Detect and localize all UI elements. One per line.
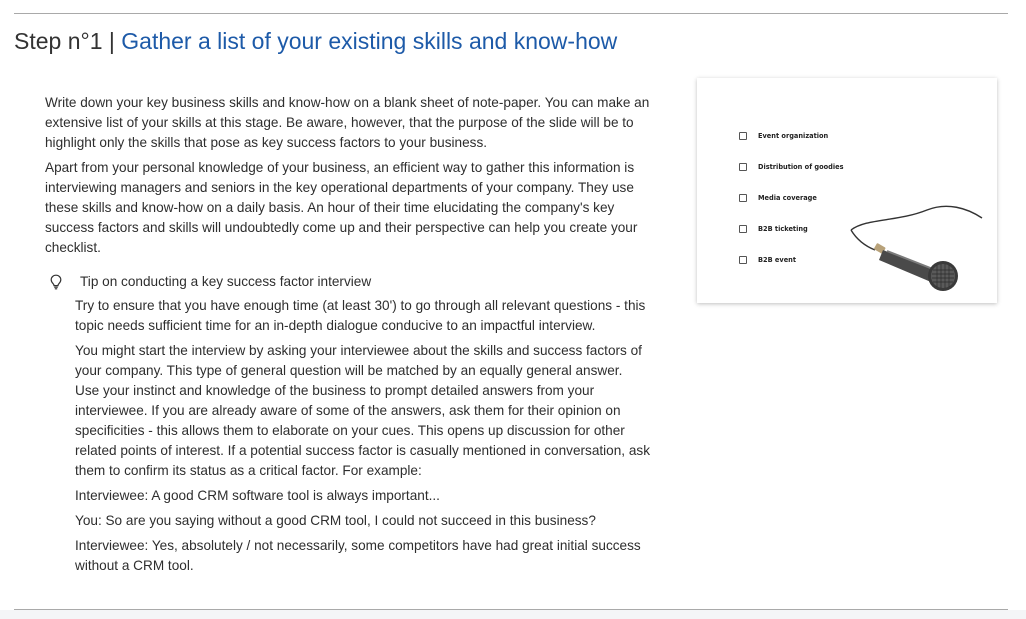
checkbox-icon bbox=[739, 225, 747, 233]
lightbulb-icon bbox=[50, 272, 66, 292]
checkbox-icon bbox=[739, 163, 747, 171]
list-item-label: Event organization bbox=[758, 131, 829, 140]
microphone-icon bbox=[847, 188, 997, 298]
list-item bbox=[739, 120, 844, 151]
list-item bbox=[739, 213, 844, 244]
list-item-label: Distribution of goodies bbox=[758, 162, 844, 171]
tip-body bbox=[75, 296, 650, 576]
checkbox-icon bbox=[739, 256, 747, 264]
step-title: Gather a list of your existing skills and know-how bbox=[121, 28, 618, 54]
checkbox-icon bbox=[739, 132, 747, 140]
list-item-label: B2B ticketing bbox=[758, 224, 808, 233]
intro-paragraph: Apart from your personal knowledge of your business, an efficient way to gather this information is interviewing managers and seniors in the key operational departments of your company. They use these skills and know-how on a daily basis. An hour of their time elucidating the company's key success factors and skills will undoubtedly come up and their perspective can help you create your checklist. bbox=[45, 160, 638, 255]
intro-paragraph: Write down your key business skills and know-how on a blank sheet of note-paper. You can make an extensive list of your skills at this stage. Be aware, however, that the purpose of the slide will be to highlight only the skills that pose as key success factors to your business. bbox=[45, 95, 650, 150]
tip-paragraph: You: So are you saying without a good CRM tool, I could not succeed in this business? bbox=[75, 513, 596, 528]
slide-preview[interactable] bbox=[697, 78, 997, 303]
tip-paragraph: Interviewee: Yes, absolutely / not necessarily, some competitors have had great initial success without a CRM tool. bbox=[75, 538, 641, 573]
tip-section bbox=[45, 272, 650, 581]
list-item-label: Media coverage bbox=[758, 193, 817, 202]
page-title bbox=[14, 26, 617, 56]
tip-paragraph: Interviewee: A good CRM software tool is always important... bbox=[75, 488, 440, 503]
tip-title: Tip on conducting a key success factor interview bbox=[80, 274, 372, 289]
slide-checklist bbox=[739, 120, 844, 275]
intro-text bbox=[45, 93, 650, 263]
list-item bbox=[739, 244, 844, 275]
tip-paragraph: You might start the interview by asking your interviewee about the skills and success factors of your company. This type of general question will be matched by an equally general answer. Use your instinct and knowledge of the business to prompt detailed answers from your interviewee. If you are already aware of some of the answers, ask them for their opinion on specificities - this allows them to elaborate on your cues. This opens up discussion for other related points of interest. If a potential success factor is casually mentioned in conversation, ask them to confirm its status as a critical factor. For example: bbox=[75, 343, 651, 478]
checkbox-icon bbox=[739, 194, 747, 202]
top-divider bbox=[14, 13, 1008, 14]
footer-band bbox=[0, 610, 1026, 619]
list-item bbox=[739, 182, 844, 213]
tip-paragraph: Try to ensure that you have enough time (at least 30') to go through all relevant questions - this topic needs sufficient time for an in-depth dialogue conducive to an impactful interview. bbox=[75, 298, 646, 333]
list-item bbox=[739, 151, 844, 182]
title-separator: | bbox=[108, 28, 115, 54]
tip-header bbox=[45, 272, 650, 292]
step-number: Step n°1 bbox=[14, 28, 103, 54]
list-item-label: B2B event bbox=[758, 255, 797, 264]
